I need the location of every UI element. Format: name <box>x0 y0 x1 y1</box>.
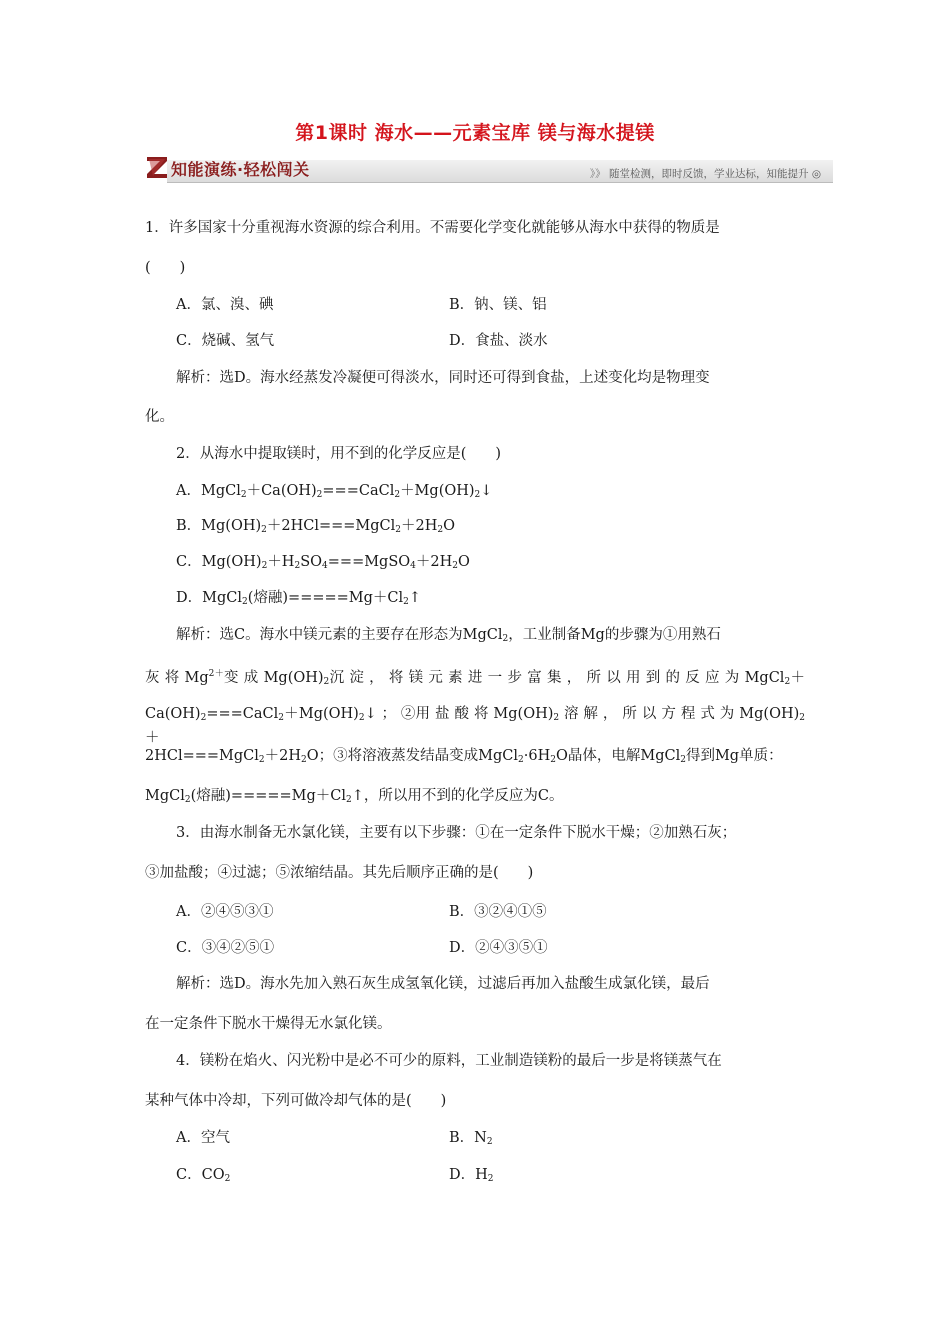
q3-option-c: C．③④②⑤① <box>176 940 275 956</box>
q1-stem-line1: 1．许多国家十分重视海水资源的综合利用。不需要化学变化就能够从海水中获得的物质是 <box>145 220 720 236</box>
q2-analysis-line4: $2HCl===MgCl_2+2H_2O$；③将溶液蒸发结晶变成$MgCl_2\cdot 6H_2O$晶体，电解MgCl$_2$得到Mg单质： <box>145 748 783 765</box>
q3-option-b: B．③②④①⑤ <box>449 904 547 920</box>
q4-option-c: C．$CO_2$ <box>176 1167 231 1184</box>
q3-analysis-line1: 解析：选D。海水先加入熟石灰生成氢氧化镁，过滤后再加入盐酸生成氯化镁，最后 <box>176 976 710 992</box>
q1-stem-line2: ( ) <box>145 260 186 276</box>
q1-analysis-line2: 化。 <box>145 409 174 425</box>
section-banner <box>145 152 833 182</box>
q2-analysis-line5: MgCl$_2$(熔融)$=====Mg+Cl_2↑$，所以用不到的化学反应为C。 <box>145 788 564 805</box>
page-title: 第1课时 海水——元素宝库 镁与海水提镁 <box>295 122 655 144</box>
q3-analysis-line2: 在一定条件下脱水干燥得无水氯化镁。 <box>145 1016 392 1032</box>
q1-option-c: C．烧碱、氢气 <box>176 333 275 349</box>
q4-option-d: D．$H_2$ <box>449 1167 494 1184</box>
q4-stem-line1: 4．镁粉在焰火、闪光粉中是必不可少的原料，工业制造镁粉的最后一步是将镁蒸气在 <box>176 1053 722 1069</box>
q2-option-d: D．MgCl$_2$(熔融)$=====Mg+Cl_2↑$ <box>176 590 422 607</box>
q2-analysis-line2: 灰 将 $Mg^{2+}$变 成 $Mg(OH)_2$沉 淀 ， 将 镁 元 素 进 一 步 富 集 ， 所 以 用 到 的 反 应 为 MgCl$_2$＋ <box>145 669 805 687</box>
q3-stem-line1: 3．由海水制备无水氯化镁，主要有以下步骤：①在一定条件下脱水干燥；②加熟石灰； <box>176 825 737 841</box>
banner-tagline: 》》 随堂检测，即时反馈，学业达标，知能提升 ◎ <box>589 168 821 180</box>
q1-analysis-line1: 解析：选D。海水经蒸发冷凝便可得淡水，同时还可得到食盐，上述变化均是物理变 <box>176 370 710 386</box>
q2-analysis-conclusion: ，所以用不到的化学反应为C。 <box>363 788 564 804</box>
q1-option-d: D．食盐、淡水 <box>449 333 548 349</box>
banner-logo-icon <box>145 154 169 180</box>
banner-label: 知能演练·轻松闯关 <box>171 160 310 179</box>
q3-option-a: A．②④⑤③① <box>176 904 274 920</box>
q2-option-a: A．$MgCl_2+Ca(OH)_2===CaCl_2+Mg(OH)_2↓$ <box>176 483 493 500</box>
q1-option-b: B．钠、镁、铝 <box>449 297 547 313</box>
q4-option-a: A．空气 <box>176 1130 230 1146</box>
q3-stem-line2: ③加盐酸；④过滤；⑤浓缩结晶。其先后顺序正确的是( ) <box>145 865 534 881</box>
q2-option-b: B．$Mg(OH)_2+2HCl===MgCl_2+2H_2O$ <box>176 518 456 535</box>
q4-stem-line2: 某种气体中冷却，下列可做冷却气体的是( ) <box>145 1093 447 1109</box>
q2-option-c: C．$Mg(OH)_2+H_2SO_4===MgSO_4+2H_2O$ <box>176 554 470 571</box>
q1-option-a: A．氯、溴、碘 <box>176 297 274 313</box>
q2-analysis-line3: $Ca(OH)_2===CaCl_2+Mg(OH)_2↓$ ； ②用 盐 酸 将 $Mg(OH)_2$ 溶 解 ， 所 以 方 程 式 为 $Mg(OH)_2+$ <box>145 706 806 746</box>
q4-option-b: B．$N_2$ <box>449 1130 493 1147</box>
q2-stem: 2．从海水中提取镁时，用不到的化学反应是( ) <box>176 446 502 462</box>
q3-option-d: D．②④③⑤① <box>449 940 548 956</box>
q2-analysis-line1: 解析：选C。海水中镁元素的主要存在形态为MgCl$_2$，工业制备Mg的步骤为①用熟石 <box>176 627 721 644</box>
